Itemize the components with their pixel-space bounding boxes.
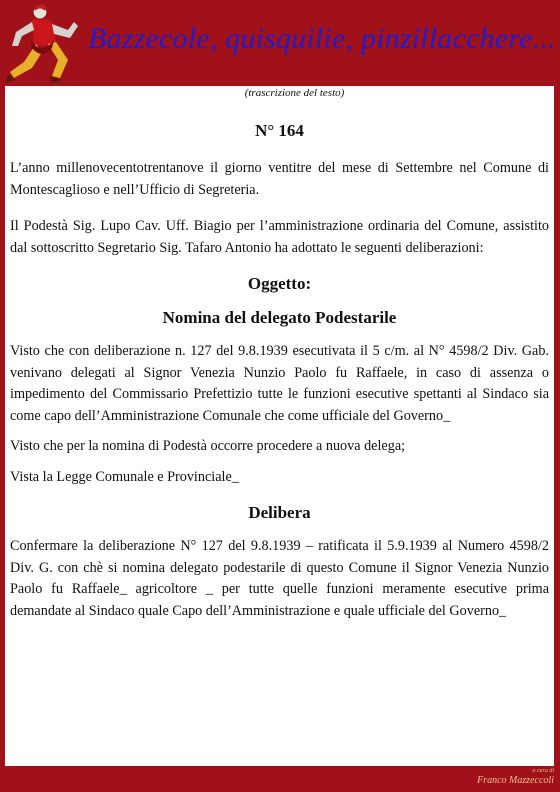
transcription-note: (trascrizione del testo): [244, 87, 345, 99]
paragraph-visto-deliberazione: Visto che con deliberazione n. 127 del 9.8.1939 esecutivata il 5 c/m. al N° 4598/2 Div. Gab. venivano delegati al Signor Venezia Nunzio Paolo fu Raffaele, in caso di assenza o impedimento del Commissario Prefettizio tutte le funzioni esecutive spettanti al Sindaco sia come capo dell’Amministrazione Comunale che come ufficiale del Governo_: [10, 343, 549, 424]
heading-delibera: Delibera: [248, 503, 311, 522]
paragraph-date-place: L’anno millenovecentotrentanove il giorno ventitre del mese di Settembre nel Comune di Montescaglioso e nell’Ufficio di Segreteria.: [10, 160, 549, 198]
site-header: [0, 0, 560, 86]
heading-oggetto: Oggetto:: [247, 274, 312, 293]
document-page: [5, 86, 554, 766]
paragraph-vista-legge: Vista la Legge Comunale e Provinciale_: [10, 468, 239, 485]
site-title: Bazzecole, quisquilie, pinzillacchere...: [88, 22, 556, 55]
credit-name: Franco Mazzeccoli: [477, 775, 554, 786]
running-figure-logo-icon: [2, 0, 82, 84]
heading-nomina: Nomina del delegato Podestarile: [162, 308, 397, 327]
deliberation-number: N° 164: [255, 121, 304, 140]
author-credit: [477, 766, 554, 786]
paragraph-podesta: Il Podestà Sig. Lupo Cav. Uff. Biagio per l’amministrazione ordinaria del Comune, assistito dal sottoscritto Segretario Sig. Tafaro Antonio ha adottato le seguenti deliberazioni:: [10, 218, 549, 256]
credit-label: a cura di: [532, 768, 554, 774]
paragraph-visto-nomina: Visto che per la nomina di Podestà occorre procedere a nuova delega;: [10, 438, 406, 454]
paragraph-confermare: Confermare la deliberazione N° 127 del 9.8.1939 – ratificata il 5.9.1939 al Numero 4598/2 Div. G. con chè si nomina delegato podestarile di questo Comune il Signor Venezia Nunzio Paolo fu Raffaele_ agricoltore _ per tutte quelle funzioni meramente esecutive prima demandate al Sindaco quale Capo dell’Amministrazione e quale ufficiale del Governo_: [10, 538, 549, 619]
